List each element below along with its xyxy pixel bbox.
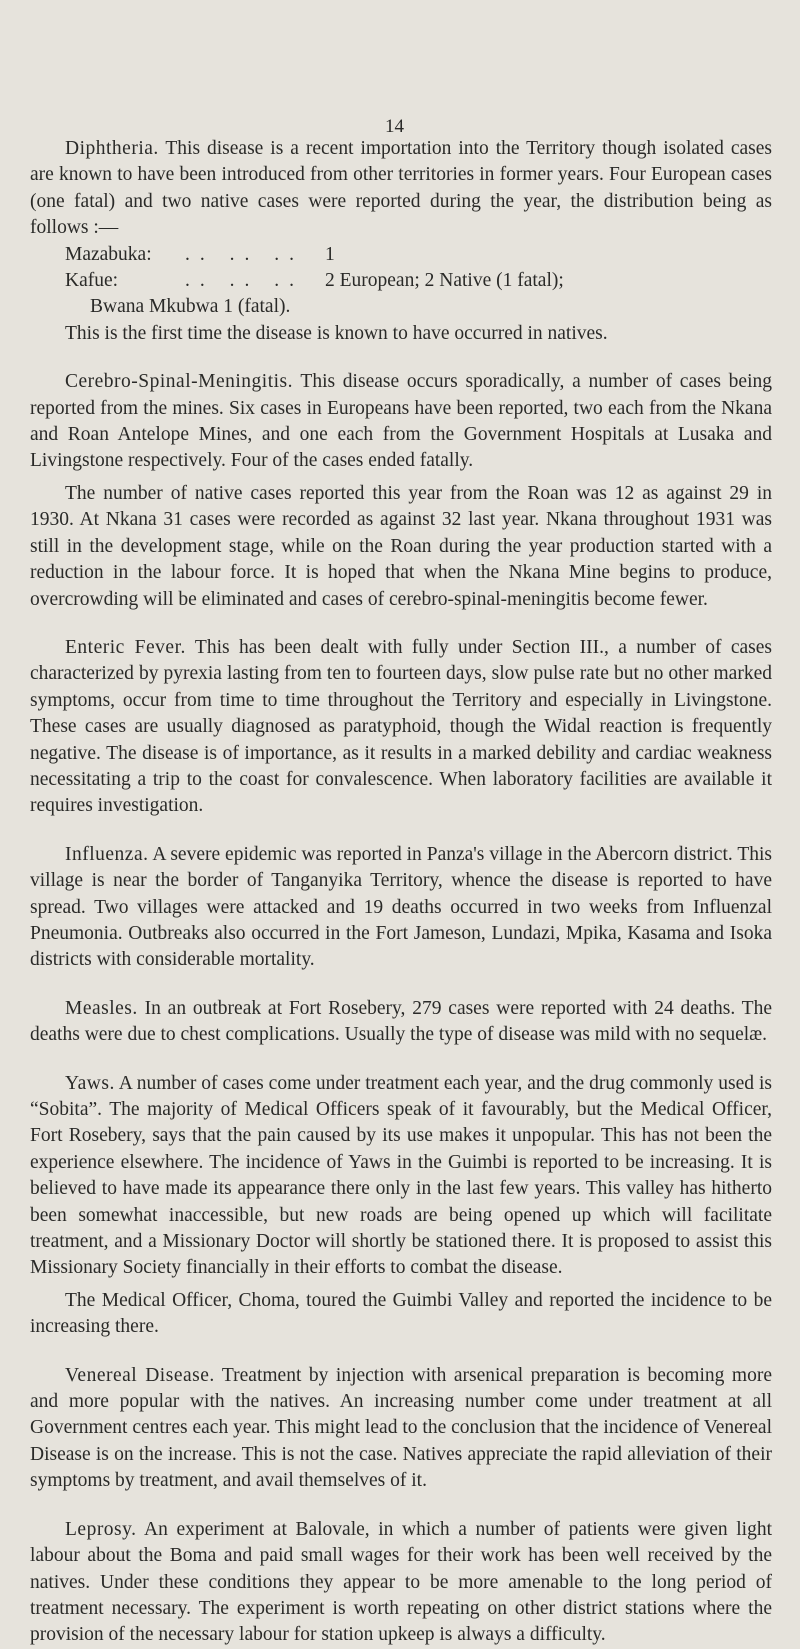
enteric-text: This has been dealt with fully under Section III., a number of cases characterized by pyrexia lasting from ten to fourteen days, slow pulse rate but no other marked symptoms, occur from time to time throughout the Territory and especially in Livingstone. These cases are usually diagnosed as paratyphoid, though the Widal reaction is frequently negative. The disease is of importance, as it results in a marked debility and cardiac weakness necessitating a trip to the coast for convalescence. When laboratory facilities are available it requires investigation. xyxy=(30,636,772,817)
meningitis-paragraph-2: The number of native cases reported this year from the Roan was 12 as against 29 in 1930. At Nkana 31 cases were recorded as against 32 last year. Nkana throughout 1931 was still in the development stage, while on the Roan during the year production started with a reduction in the labour force. It is hoped that when the Nkana Mine begins to produce, overcrowding will be eliminated and cases of cerebro-spinal-meningitis become fewer. xyxy=(30,482,772,610)
leprosy-paragraph xyxy=(30,1517,772,1649)
document-body xyxy=(30,136,772,1649)
diphtheria-heading: Diphtheria. xyxy=(65,138,159,159)
venereal-heading: Venereal Disease. xyxy=(65,1364,215,1386)
list-item-dots: .. .. .. xyxy=(185,243,304,265)
meningitis-paragraph xyxy=(30,369,772,475)
list-item-place: Mazabuka: xyxy=(65,243,152,265)
diphtheria-text: This disease is a recent importation into the Territory though isolated cases are known to have been introduced from other territories in former years. Four European cases (one fatal) and two native cases were reported during the year, the distribution being as follows :— xyxy=(30,138,772,239)
influenza-text: A severe epidemic was reported in Panza's village in the Abercorn district. This village is near the border of Tanganyika Territory, whence the disease is reported to have spread. Two villages were attacked and 19 deaths occurred in two weeks from Influenzal Pneumonia. Outbreaks also occurred in the Fort Jameson, Lundazi, Mpika, Kasama and Isoka districts with considerable mortality. xyxy=(30,843,772,971)
page-number: 14 xyxy=(385,116,404,137)
list-item-value: 1 xyxy=(325,243,335,265)
yaws-paragraph xyxy=(30,1071,772,1282)
influenza-heading: Influenza. xyxy=(65,843,149,865)
list-item-place: Kafue: xyxy=(65,270,119,292)
leprosy-heading: Leprosy. xyxy=(65,1518,137,1540)
diphtheria-paragraph xyxy=(30,136,772,242)
enteric-paragraph xyxy=(30,635,772,820)
measles-text: In an outbreak at Fort Rosebery, 279 cases were reported with 24 deaths. The deaths were due to chest complications. Usually the type of disease was mild with no sequelæ. xyxy=(30,997,773,1046)
measles-paragraph xyxy=(30,996,772,1049)
diphtheria-distribution-list xyxy=(30,242,772,321)
venereal-text: Treatment by injection with arsenical preparation is becoming more and more popular with the natives. An increasing number come under treatment at all Government centres each year. This might lead to the conclusion that the incidence of Venereal Disease is on the increase. This is not the case. Natives appreciate the rapid alleviation of their symptoms by treatment, and avail themselves of it. xyxy=(30,1364,772,1492)
enteric-heading: Enteric Fever. xyxy=(65,636,186,658)
list-item: Bwana Mkubwa 1 (fatal). xyxy=(90,296,291,318)
list-item-dots: .. .. .. xyxy=(185,270,304,292)
meningitis-text: This disease occurs sporadically, a number of cases being reported from the mines. Six cases in Europeans have been reported, two each from the Nkana and Roan Antelope Mines, and one each from the Government Hospitals at Lusaka and Livingstone respectively. Four of the cases ended fatally. xyxy=(30,371,772,472)
meningitis-heading: Cerebro-Spinal-Meningitis. xyxy=(65,371,294,393)
leprosy-text: An experiment at Balovale, in which a number of patients were given light labour about the Boma and paid small wages for their work has been well received by the natives. Under these conditions they appear to be more amenable to the long period of treatment necessary. The experiment is worth repeating on other district stations where the provision of the necessary labour for station upkeep is always a difficulty. xyxy=(30,1518,772,1646)
diphtheria-closing: This is the first time the disease is known to have occurred in natives. xyxy=(65,322,608,344)
yaws-paragraph-2: The Medical Officer, Choma, toured the Guimbi Valley and reported the incidence to be increasing there. xyxy=(30,1289,772,1338)
list-item-value: 2 European; 2 Native (1 fatal); xyxy=(325,270,564,292)
yaws-text: A number of cases come under treatment each year, and the drug commonly used is “Sobita”. The majority of Medical Officers speak of it favourably, but the Medical Officer, Fort Rosebery, says that the pain caused by its use makes it unpopular. This has not been the experience elsewhere. The incidence of Yaws in the Guimbi is reported to be increasing. It is believed to have made its appearance there only in the last few years. This valley has hitherto been somewhat inaccessible, but new roads are being opened up which will facilitate treatment, and a Missionary Doctor will shortly be stationed there. It is proposed to assist this Missionary Society financially in their efforts to combat the disease. xyxy=(30,1072,772,1279)
list-item xyxy=(65,242,772,268)
venereal-paragraph xyxy=(30,1363,772,1495)
list-item xyxy=(65,268,772,294)
yaws-heading: Yaws. xyxy=(65,1072,115,1094)
influenza-paragraph xyxy=(30,842,772,974)
measles-heading: Measles. xyxy=(65,997,138,1019)
